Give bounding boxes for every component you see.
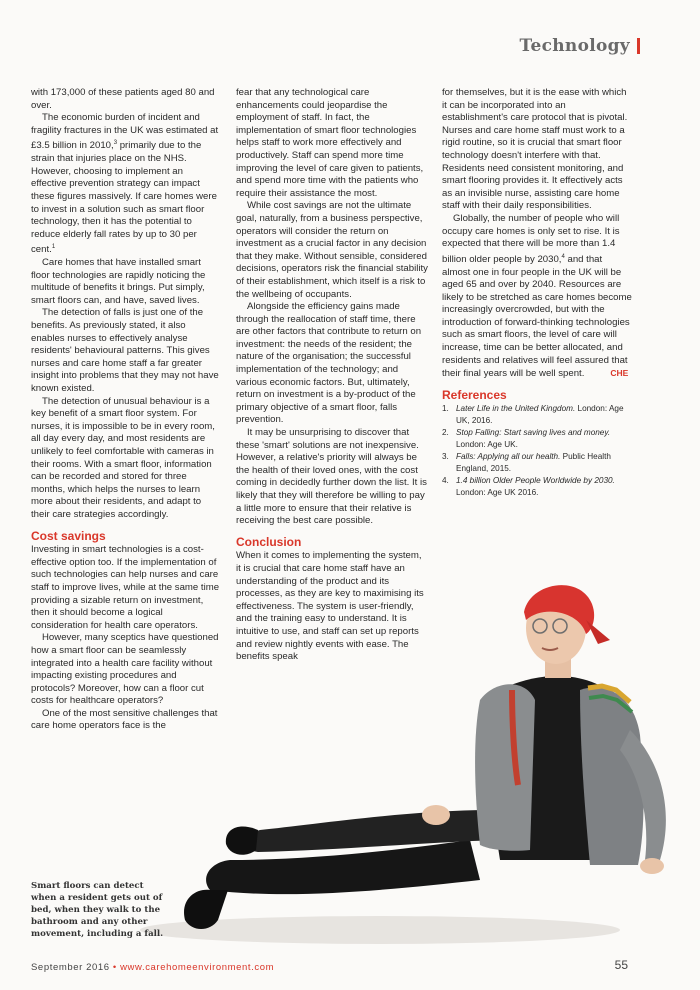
photo-woman-sitting-on-floor — [140, 560, 700, 960]
col3-paragraph-1: for themselves, but it is the ease with which it can be incorporated into an establishment's care protocol that is pivotal. Nurses and care home staff must work to a rigid routine, so it is crucial that smart floor technology doesn't interfere with that. Residents need consistent monitoring, and smart flooring provides it. It effectively acts as an invisible nurse, assisting care home staff with their daily responsibilities. — [442, 87, 628, 212]
footer-date: September 2016 — [31, 962, 110, 973]
section-title: Technology — [519, 36, 630, 56]
cardigan-right — [580, 687, 644, 865]
cardigan-left — [475, 684, 535, 851]
col2-paragraph-1: fear that any technological care enhancements could jeopardise the employment of staff. In fact, the implementation of smart floor technologies helps staff to work more effectively and productively. Staff can spend more time improving the level of care given to patients, and spend more time with the patients who require their assistance the most. — [236, 87, 424, 199]
col1-paragraph-1: with 173,000 of these patients aged 80 and over. — [31, 87, 215, 111]
heading-conclusion: Conclusion — [236, 534, 302, 549]
col2-paragraph-5: When it comes to implementing the system, it is crucial that care home staff have an understanding of the product and its processes, as they are key to maximising its effectiveness. The system is user-friendly, and the training easy to understand. It is intuitive to use, and staff can set up reports and review nightly events with ease. The benefits speak — [236, 550, 424, 663]
che-signoff: CHE — [610, 368, 629, 379]
col1-paragraph-4: The detection of falls is just one of the benefits. As previously stated, it also enables nurses to effectively analyse residents' behavioural patterns. This gives nurses and care home staff a far greater insight into problems that they may not have known existed. — [31, 307, 219, 395]
photo-caption: Smart floors can detect when a resident gets out of bed, when they walk to the bathroom and any other movement, including a fall. — [31, 881, 164, 939]
col2-paragraph-3: Alongside the efficiency gains made through the reallocation of staff time, there are other factors that contribute to return on investment: the needs of the resident; the nature of the organisation; the successful implementation of the technology; and various economic factors. But, ultimately, return on investment is a by-product of the primary objective of a smart floor, falls prevention. — [236, 301, 422, 426]
col1-paragraph-2: The economic burden of incident and fragility fractures in the UK was estimated at £3.5 billion in 2010,$^3$ primarily due to the strain that injuries place on the NHS. However, choosing to implement an effective prevention strategy can impact these figures massively. If care homes were to invest in a solution such as smart floor technology, then it has the potential to reduce elderly fall rates by up to 30 per cent.$^1$ — [31, 112, 219, 256]
right-hand — [640, 858, 664, 874]
right-foot — [226, 826, 258, 854]
col1-paragraph-3: Care homes that have installed smart floor technologies are rapidly noticing the multitude of benefits it brings. Put simply, smart floors can, and have, saved lives. — [31, 257, 206, 306]
col2-paragraph-2: While cost savings are not the ultimate goal, naturally, from a business perspective, operators will consider the return on investment as a crucial factor in any decision that they make. Without sensible, considered decisions, operators risk the financial stability of their establishment, which itself is a risk to the wellbeing of occupants. — [236, 200, 428, 300]
bandana-knot — [586, 620, 610, 644]
col2-paragraph-4: It may be unsurprising to discover that these 'smart' solutions are not inexpensive. However, a relative's priority will always be the health of their loved ones, with the cost coming in decidedly further down the list. It is likely that they will therefore be willing to pay a little more to ensure that their relative is receiving the best care possible. — [236, 427, 427, 527]
col1-paragraph-7: However, many sceptics have questioned how a smart floor can be seamlessly integrated into a health care facility without impacting existing procedures and protocols? Moreover, how can a floor cut costs for healthcare operators? — [31, 632, 219, 707]
heading-references: References — [442, 387, 507, 402]
footer-separator: • — [112, 962, 117, 973]
col1-paragraph-8: One of the most sensitive challenges that care home operators face is the — [31, 707, 218, 732]
col1-paragraph-6: Investing in smart technologies is a cost-effective option too. If the implementation of such technologies can help nurses and care staff to improve lives, while at the same time providing a sizable return on investment, then it should become a logical consideration for health care operators. — [31, 544, 220, 631]
footer — [31, 962, 274, 973]
left-hand — [422, 805, 450, 825]
col3-paragraph-2: Globally, the number of people who will occupy care homes is only set to rise. It is expected that there will be more than 1.4 billion older people by 2030,$^4$ and that almost one in four people in the UK will be aged 65 and over by 2040. Resources are likely to be stretched as care homes become increasingly overcrowded, but with the introduction of forward-thinking technologies such as smart floors, the level of care will increase, time can be better allocated, and residents and relatives will feel assured that their final years will be well spent. CHE — [442, 212, 632, 380]
column-3 — [442, 87, 632, 499]
section-accent-bar — [637, 38, 640, 54]
reference-item: 1. Later Life in the United Kingdom. London: Age UK, 2016. — [442, 404, 624, 425]
reference-item: 2. Stop Falling: Start saving lives and money. London: Age UK. — [442, 428, 611, 449]
reference-item: 4. 1.4 billion Older People Worldwide by 2030. London: Age UK 2016. — [442, 476, 615, 497]
page-number: 55 — [614, 958, 628, 972]
col1-paragraph-5: The detection of unusual behaviour is a key benefit of a smart floor system. For nurses, it is impossible to be in every room, all day every day, and most residents are unlikely to feel comfortable with cameras in their rooms. With a smart floor, information can be recorded and stored for three months, which helps the nurses to learn more about their residents, and adapt to their care strategies accordingly. — [31, 395, 215, 520]
heading-cost-savings: Cost savings — [31, 528, 106, 543]
footer-url[interactable]: www.carehomeenvironment.com — [120, 962, 275, 973]
references-list — [442, 403, 632, 498]
reference-item: 3. Falls: Applying all our health. Public Health England, 2015. — [442, 452, 611, 473]
